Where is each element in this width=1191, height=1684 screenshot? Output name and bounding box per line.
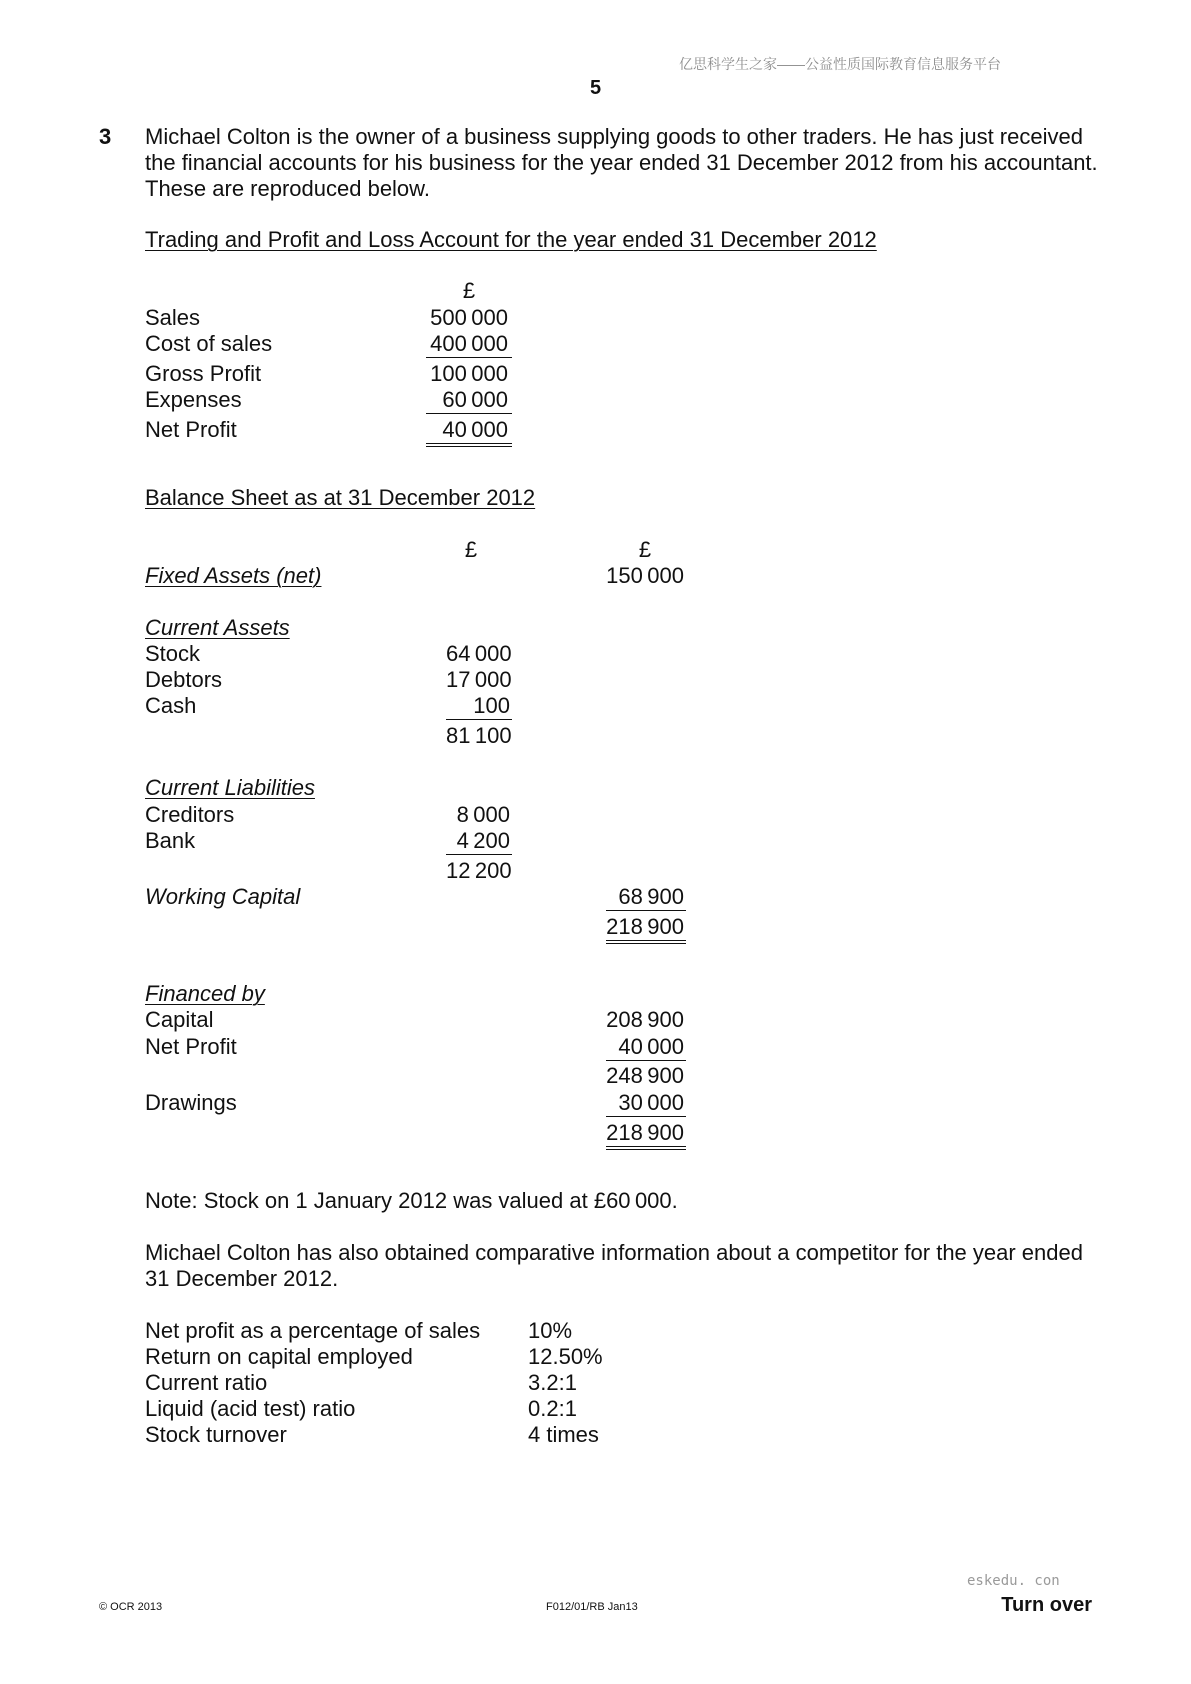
net-assets-total: 218 900: [606, 914, 686, 944]
current-liabilities-total: 12 200: [446, 858, 512, 883]
current-asset-label: Stock: [145, 641, 201, 666]
capital-label: Capital: [145, 1007, 214, 1032]
working-capital-amount: 68 900: [606, 884, 686, 911]
working-capital-label: Working Capital: [145, 884, 301, 909]
pl-row-amount: 500 000: [430, 305, 508, 330]
ratio-value: 3.2:1: [528, 1370, 577, 1395]
ratio-label: Stock turnover: [145, 1422, 287, 1447]
current-asset-label: Cash: [145, 693, 197, 718]
pl-row-label: Cost of sales: [145, 331, 273, 356]
competitor-intro-line: 31 December 2012.: [145, 1266, 339, 1291]
drawings-label: Drawings: [145, 1090, 237, 1115]
ratio-label: Return on capital employed: [145, 1344, 413, 1369]
current-assets-total: 81 100: [446, 723, 512, 748]
balance-sheet-heading: Balance Sheet as at 31 December 2012: [145, 485, 536, 510]
turn-over-label: Turn over: [1001, 1594, 1092, 1616]
intro-line: These are reproduced below.: [145, 176, 430, 201]
footer-watermark: eskedu. con: [967, 1573, 1060, 1589]
current-liability-label: Bank: [145, 828, 196, 853]
pl-row-amount: 40 000: [426, 417, 512, 447]
ratio-label: Net profit as a percentage of sales: [145, 1318, 481, 1343]
pl-row-amount: 60 000: [426, 387, 512, 414]
pl-row-amount: 100 000: [430, 361, 508, 386]
pl-row-label: Sales: [145, 305, 201, 330]
intro-line: the financial accounts for his business for the year ended 31 December 2012 from his accountant.: [145, 150, 1098, 175]
page-number: 5: [589, 77, 602, 99]
financed-subtotal: 248 900: [606, 1063, 684, 1088]
current-liability-label: Creditors: [145, 802, 235, 827]
ratio-value: 0.2:1: [528, 1396, 577, 1421]
footer-paper-code: F012/01/RB Jan13: [546, 1601, 638, 1613]
pl-row-label: Gross Profit: [145, 361, 262, 386]
intro-line: Michael Colton is the owner of a business supplying goods to other traders. He has just received: [145, 124, 1083, 149]
bs-currency-header-col1: £: [464, 537, 478, 562]
net-profit-label: Net Profit: [145, 1034, 237, 1059]
competitor-intro-line: Michael Colton has also obtained comparative information about a competitor for the year ended: [145, 1240, 1083, 1265]
stock-note: Note: Stock on 1 January 2012 was valued at £60 000.: [145, 1188, 678, 1213]
ratio-value: 12.50%: [528, 1344, 603, 1369]
current-asset-amount: 100: [446, 693, 512, 720]
pl-row-label: Net Profit: [145, 417, 237, 442]
financed-by-heading: Financed by: [145, 981, 265, 1006]
footer-copyright: © OCR 2013: [99, 1601, 163, 1613]
header-watermark: 亿思科学生之家——公益性质国际教育信息服务平台: [679, 56, 1001, 72]
current-liabilities-heading: Current Liabilities: [145, 775, 315, 800]
fixed-assets-amount: 150 000: [606, 563, 684, 588]
fixed-assets-label: Fixed Assets (net): [145, 563, 322, 588]
ratio-label: Current ratio: [145, 1370, 268, 1395]
drawings-amount: 30 000: [606, 1090, 686, 1117]
bs-currency-header-col2: £: [638, 537, 652, 562]
trading-account-heading: Trading and Profit and Loss Account for the year ended 31 December 2012: [145, 227, 877, 252]
ratio-value: 4 times: [528, 1422, 599, 1447]
ratio-value: 10%: [528, 1318, 573, 1343]
net-profit-amount: 40 000: [606, 1034, 686, 1061]
current-liability-amount: 8 000: [456, 802, 510, 827]
pl-row-label: Expenses: [145, 387, 242, 412]
ratio-label: Liquid (acid test) ratio: [145, 1396, 356, 1421]
financed-total: 218 900: [606, 1120, 686, 1150]
current-asset-label: Debtors: [145, 667, 223, 692]
current-liability-amount: 4 200: [446, 828, 512, 855]
capital-amount: 208 900: [606, 1007, 684, 1032]
current-asset-amount: 17 000: [446, 667, 512, 692]
pl-row-amount: 400 000: [426, 331, 512, 358]
current-assets-heading: Current Assets: [145, 615, 290, 640]
question-number: 3: [99, 124, 112, 149]
current-asset-amount: 64 000: [446, 641, 512, 666]
pl-currency-header: £: [462, 278, 476, 303]
